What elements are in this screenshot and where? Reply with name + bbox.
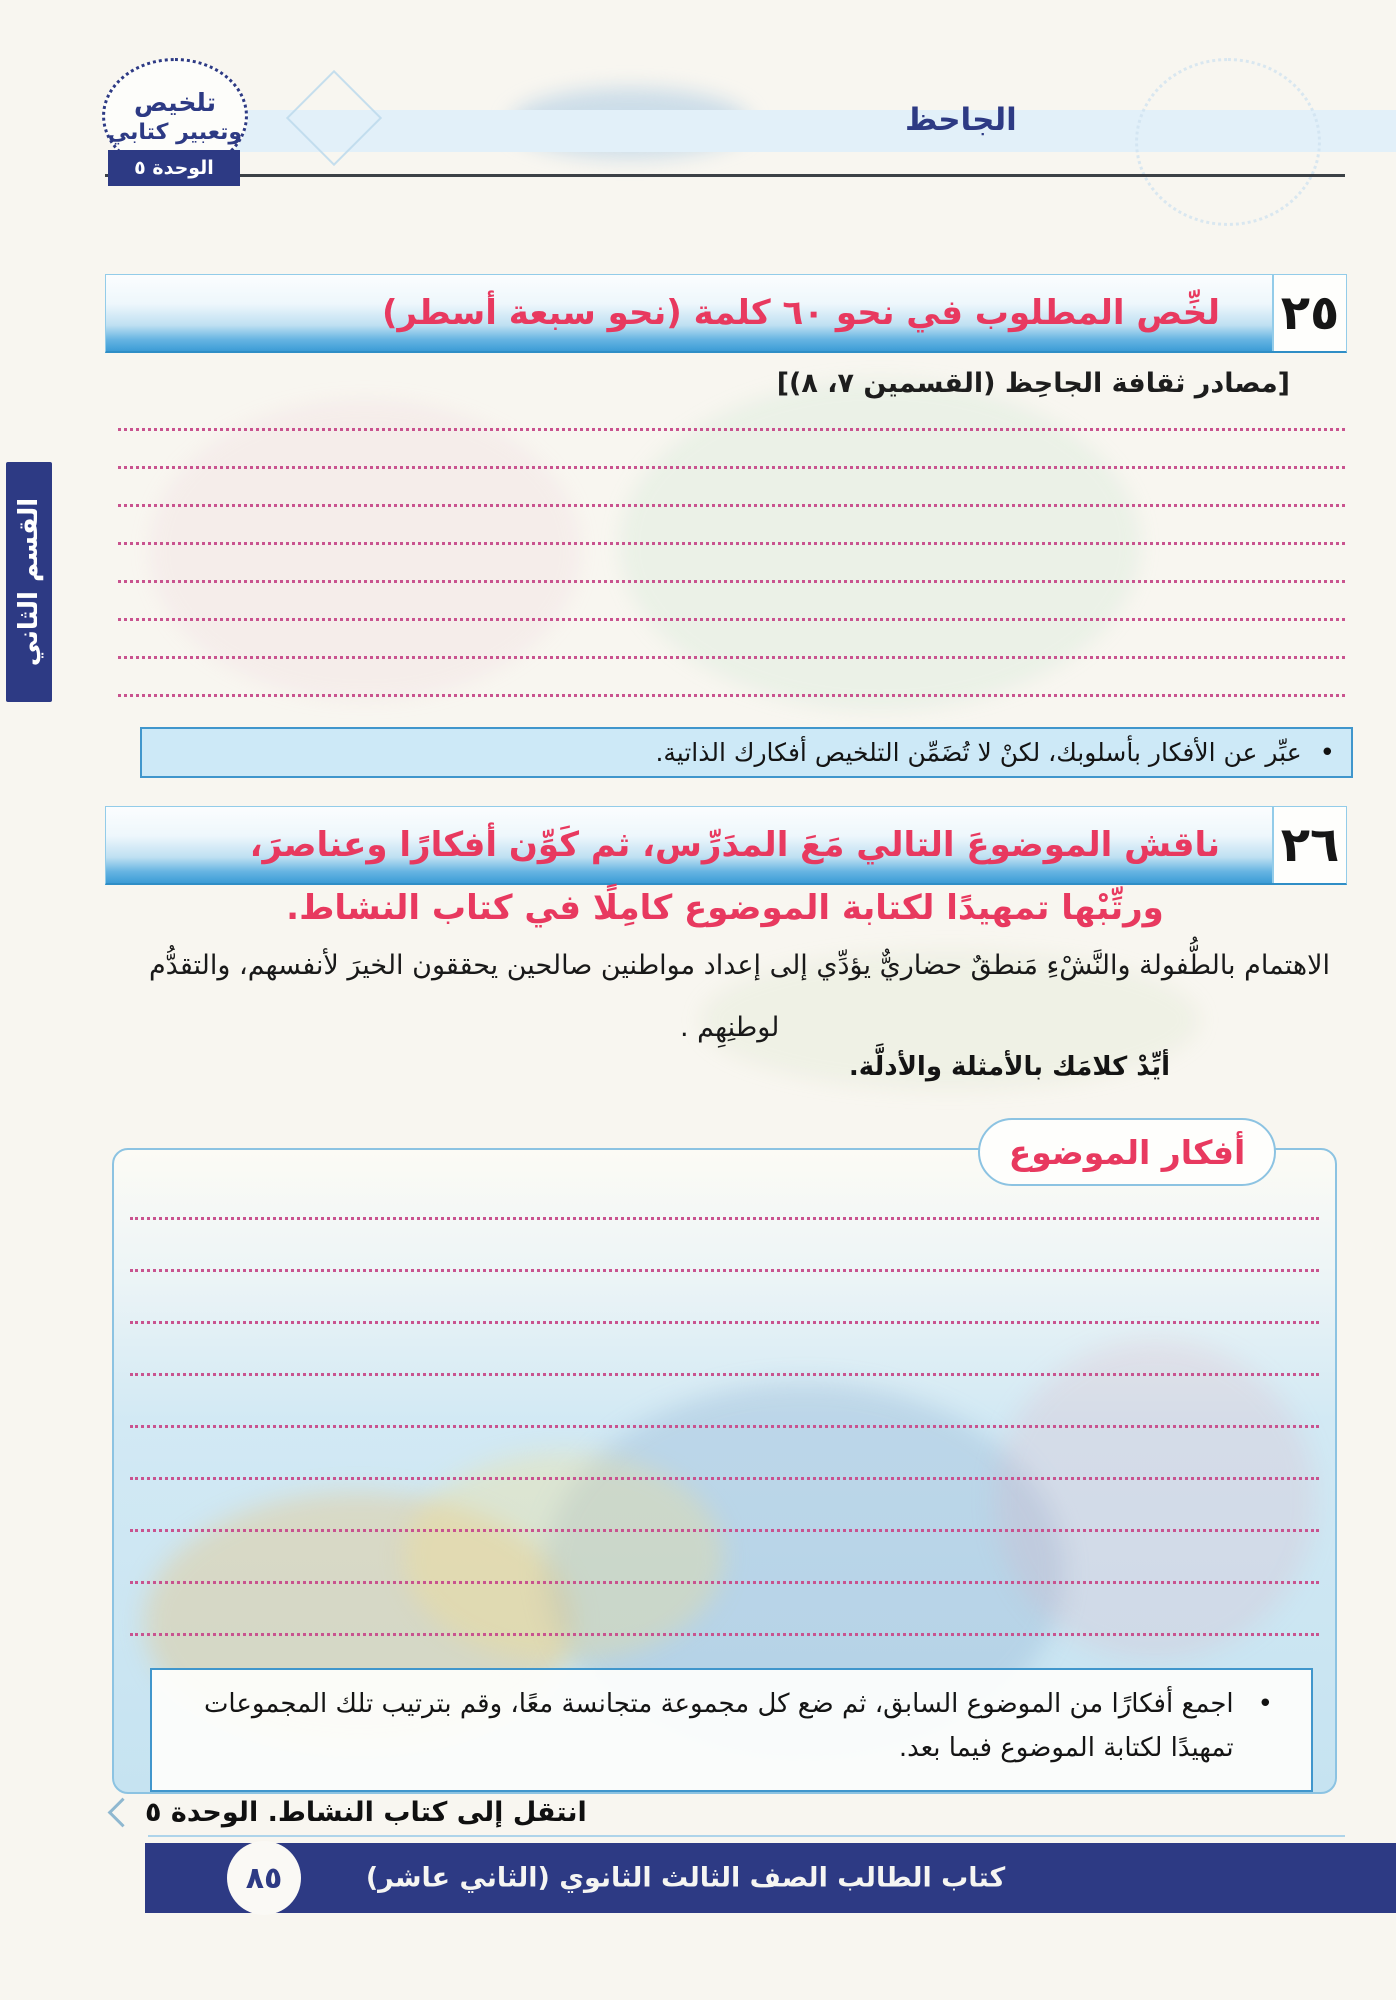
writing-line bbox=[118, 694, 1345, 697]
writing-line bbox=[118, 656, 1345, 659]
writing-line bbox=[118, 618, 1345, 621]
writing-line bbox=[118, 580, 1345, 583]
exercise-26-title-line1: ناقش الموضوعَ التالي مَعَ المدَرِّس، ثم كَوِّن أفكارًا وعناصرَ، bbox=[249, 825, 1220, 865]
writing-line bbox=[118, 466, 1345, 469]
exercise-25-title: لخِّص المطلوب في نحو ٦٠ كلمة (نحو سبعة أسطر) bbox=[381, 293, 1220, 333]
writing-line bbox=[130, 1269, 1319, 1272]
unit-topic-line1: تلخيص bbox=[134, 87, 216, 117]
writing-line bbox=[118, 428, 1345, 431]
section-tab bbox=[6, 462, 52, 702]
writing-line bbox=[130, 1529, 1319, 1532]
writing-line bbox=[130, 1425, 1319, 1428]
writing-line bbox=[130, 1581, 1319, 1584]
topic-text-line1: الاهتمام بالطُّفولة والنَّشْءِ مَنطقٌ حضاريٌّ يؤدِّي إلى إعداد مواطنين صالحين يحققون الخيرَ لأنفسهم، والتقدُّم bbox=[148, 950, 1330, 981]
writing-line bbox=[130, 1477, 1319, 1480]
exercise-25-note bbox=[140, 727, 1353, 778]
writing-line bbox=[130, 1321, 1319, 1324]
transfer-note bbox=[112, 1797, 587, 1828]
chevron-left-icon bbox=[108, 1798, 138, 1828]
exercise-25-note-text: عبِّر عن الأفكار بأسلوبك، لكنْ لا تُضَمِّن التلخيص أفكارك الذاتية. bbox=[655, 738, 1302, 767]
exercise-25-number: ٢٥ bbox=[1272, 275, 1346, 351]
exercise-25-source: [مصادر ثقافة الجاحِظ (القسمين ٧، ٨)] bbox=[776, 368, 1290, 399]
answer-lines-25 bbox=[118, 428, 1345, 708]
unit-label: الوحدة ٥ bbox=[108, 150, 240, 186]
transfer-underline bbox=[148, 1835, 1345, 1837]
exercise-26-title-line2: ورتِّبْها تمهيدًا لكتابة الموضوع كامِلًا في كتاب النشاط. bbox=[286, 888, 1164, 928]
exercise-26-header bbox=[105, 806, 1347, 885]
section-tab-label: القسم الثاني bbox=[14, 497, 44, 667]
page-number-badge: ٨٥ bbox=[227, 1841, 301, 1915]
footer-bar bbox=[145, 1843, 1396, 1913]
bullet-icon: • bbox=[1257, 1689, 1273, 1719]
lesson-title: الجاحظ bbox=[905, 102, 1017, 138]
ideas-writing-lines bbox=[130, 1217, 1319, 1647]
exercise-26-note-text: اجمع أفكارًا من الموضوع السابق، ثم ضع كل مجموعة متجانسة معًا، وقم بترتيب تلك المجموعات تمهيدًا لكتابة الموضوع فيما بعد. bbox=[203, 1689, 1234, 1763]
exercise-26-number: ٢٦ bbox=[1272, 807, 1346, 883]
exercise-25-header bbox=[105, 274, 1347, 353]
transfer-note-text: انتقل إلى كتاب النشاط. الوحدة ٥ bbox=[145, 1797, 587, 1828]
ideas-box-label: أفكار الموضوع bbox=[978, 1118, 1276, 1186]
book-title: كتاب الطالب الصف الثالث الثانوي (الثاني عاشر) bbox=[365, 1862, 1006, 1894]
header-rule bbox=[105, 174, 1345, 177]
unit-topic-line2: وتعبير كتابي bbox=[107, 119, 243, 145]
writing-line bbox=[130, 1217, 1319, 1220]
support-instruction: أيِّدْ كلامَك بالأمثلة والأدلَّة. bbox=[848, 1052, 1170, 1082]
writing-line bbox=[118, 542, 1345, 545]
bullet-icon: • bbox=[1319, 737, 1335, 768]
writing-line bbox=[130, 1373, 1319, 1376]
ideas-box bbox=[112, 1148, 1337, 1794]
topic-text-line2: لوطنِهِم . bbox=[680, 1012, 780, 1043]
writing-line bbox=[130, 1633, 1319, 1636]
exercise-26-note bbox=[150, 1668, 1313, 1792]
watermark-dotted-circle bbox=[1135, 58, 1321, 226]
writing-line bbox=[118, 504, 1345, 507]
